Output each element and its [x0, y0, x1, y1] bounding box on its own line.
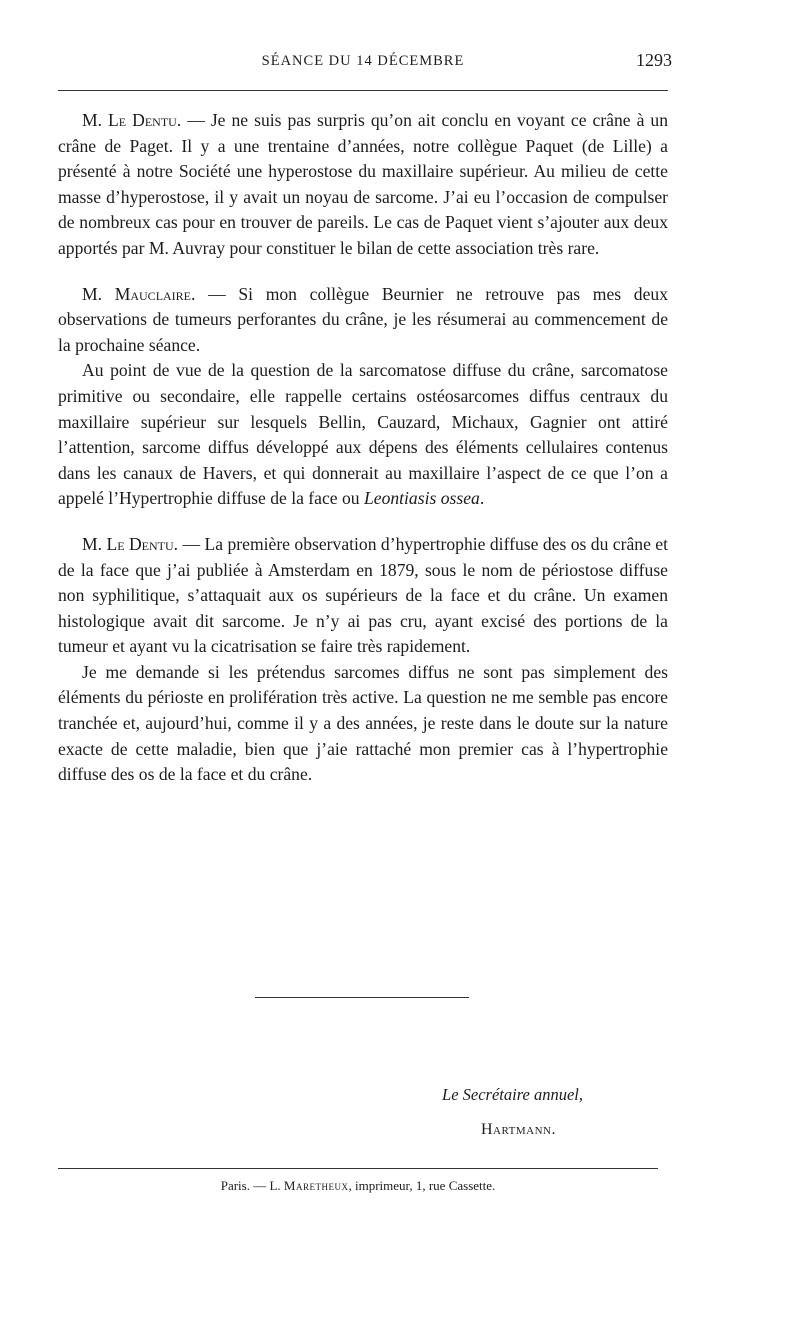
signature-name: Hartmann.: [480, 1121, 556, 1138]
paragraph-text: Je me demande si les prétendus sarcomes diffus ne sont pas simplement des éléments du périoste en prolifération très active. La question ne me semble pas encore tranchée et, aujourd’hui, comme il y a des années, je reste dans le doute sur la nature exacte de cette maladie, bien que j’aie rattaché mon premier cas à l’hypertrophie diffuse des os de la face et du crâne.: [58, 661, 668, 785]
paragraph-text: — Si mon collègue Beurnier ne retrouve pas mes deux observations de tumeurs perforantes du crâne, je les résumerai au commencement de la prochaine séance.: [58, 283, 668, 355]
paragraph-le-dentu-1: [58, 108, 668, 262]
printer-imprint: [58, 1178, 658, 1194]
header-rule: [58, 90, 668, 91]
closing-rule: [255, 997, 469, 998]
paragraph-mauclaire-1: [58, 282, 668, 359]
paragraph-text-end: .: [479, 488, 485, 509]
signature-title: Le Secrétaire annuel,: [442, 1085, 583, 1104]
paragraph-text: Au point de vue de la question de la sarcomatose diffuse du crâne, sarcomatose primitive ou secondaire, elle rappelle certains ostéosarcomes diffus centraux du maxillaire supérieur sur lesquels Bellin, Cauzard, Michaux, Gagnier ont attiré l’attention, sarcome diffus développé aux dépens des éléments cellulaires contenus dans les canaux de Havers, et qui donnerait au maxillaire l’aspect de ce que l’on a appelé l’Hypertrophie diffuse de la face ou: [58, 360, 668, 509]
paragraph-mauclaire-2: [58, 358, 668, 512]
speaker-name: M. Mauclaire.: [82, 283, 196, 304]
running-head: [58, 50, 672, 74]
speaker-name: M. Le Dentu.: [82, 110, 182, 130]
page-number: 1293: [636, 50, 672, 70]
paragraph-le-dentu-3: [58, 660, 668, 788]
paragraph-text: — Je ne suis pas surpris qu’on ait conclu en voyant ce crâne à un crâne de Paget. Il y a une trentaine d’années, notre collègue Paquet (de Lille) a présenté à notre Société une hyperostose du maxillaire supérieur. Au milieu de cette masse d’hyperostose, il y avait un noyau de sarcome. J’ai eu l’occasion de compulser de nombreux cas pour en trouver de pareils. Le cas de Paquet vient s’ajouter aux deux apportés par M. Auvray pour constituer le bilan de cette association très rare.: [58, 110, 668, 258]
speaker-name: M. Le Dentu.: [82, 533, 179, 554]
imprint-suffix: , imprimeur, 1, rue Cassette.: [348, 1178, 496, 1193]
body-text: [58, 108, 668, 788]
paragraph-le-dentu-2: [58, 532, 668, 660]
paragraph-text: — La première observation d’hypertrophie diffuse des os du crâne et de la face que j’ai publiée à Amsterdam en 1879, sous le nom de périostose diffuse non syphilitique, s’attaquait aux os supérieurs de la face et du crâne. Un examen histologique avait dit sarcome. Je n’y ai pas cru, ayant excisé des portions de la tumeur et ayant vu la cicatrisation se faire très rapidement.: [58, 533, 669, 657]
running-title: SÉANCE DU 14 DÉCEMBRE: [261, 53, 465, 69]
footer-rule: [58, 1168, 658, 1169]
imprint-prefix: Paris. — L.: [220, 1178, 284, 1193]
page: [58, 0, 672, 1340]
italic-term: Leontiasis ossea: [363, 488, 480, 509]
imprint-printer: Maretheux: [283, 1178, 349, 1193]
